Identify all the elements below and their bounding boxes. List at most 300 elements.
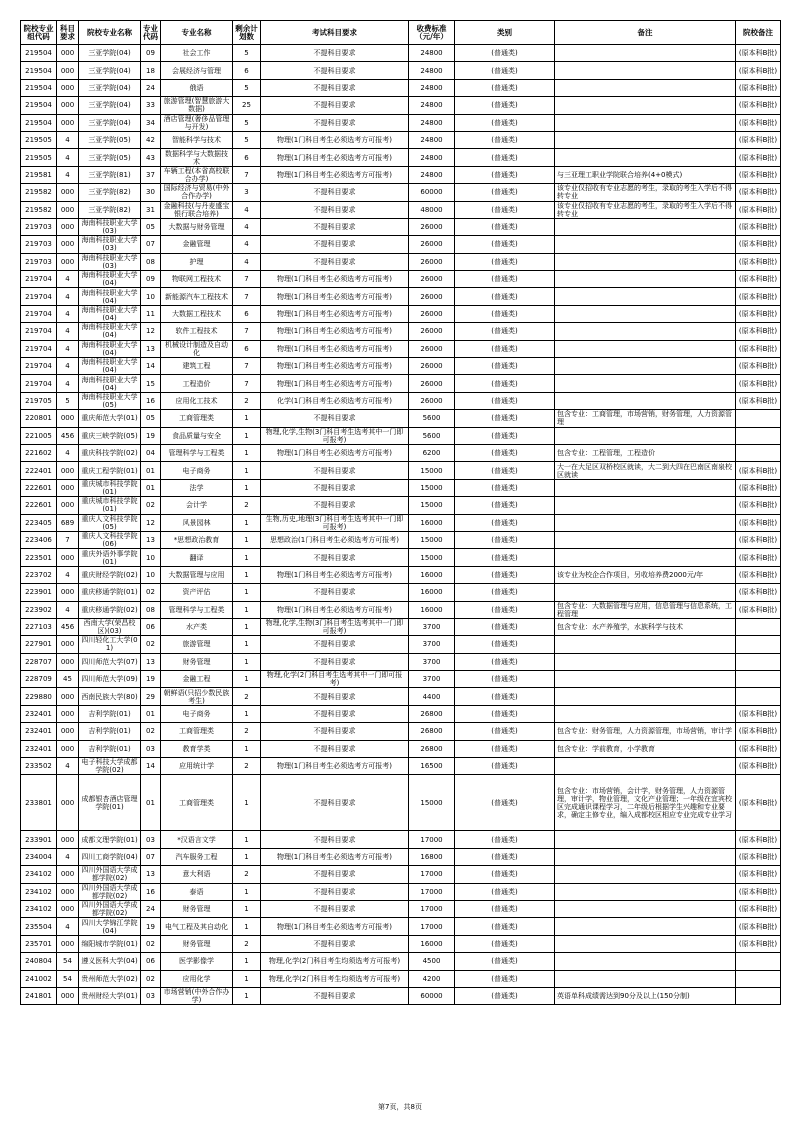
cell-note xyxy=(555,236,736,253)
cell-major: 财务管理 xyxy=(161,935,233,952)
cell-mcode: 05 xyxy=(141,218,161,235)
cell-cat: (普通类) xyxy=(455,462,555,479)
cell-school: 三亚学院(81) xyxy=(79,166,141,183)
cell-note xyxy=(555,427,736,444)
cell-school: 四川师范大学(07) xyxy=(79,653,141,670)
cell-req: 000 xyxy=(57,253,79,270)
cell-school: 重庆城市科技学院(01) xyxy=(79,497,141,514)
cell-group: 223902 xyxy=(21,601,57,618)
cell-snote xyxy=(736,987,781,1004)
column-header: 考试科目要求 xyxy=(261,21,409,45)
cell-fee: 15000 xyxy=(409,462,455,479)
cell-mcode: 02 xyxy=(141,723,161,740)
table-row xyxy=(21,566,781,583)
table-row xyxy=(21,618,781,635)
cell-school: 成都文理学院(01) xyxy=(79,831,141,848)
cell-group: 222601 xyxy=(21,497,57,514)
cell-subject: 物理(1门科目考生必须选考方可报考) xyxy=(261,323,409,340)
cell-note xyxy=(555,45,736,62)
cell-subject: 不提科目要求 xyxy=(261,479,409,496)
cell-cat: (普通类) xyxy=(455,166,555,183)
cell-note xyxy=(555,636,736,653)
cell-snote xyxy=(736,970,781,987)
cell-subject: 不提科目要求 xyxy=(261,775,409,831)
table-row xyxy=(21,166,781,183)
cell-mcode: 10 xyxy=(141,549,161,566)
cell-group: 233801 xyxy=(21,775,57,831)
table-row xyxy=(21,323,781,340)
cell-fee: 17000 xyxy=(409,831,455,848)
cell-major: 旅游管理 xyxy=(161,636,233,653)
cell-req: 4 xyxy=(57,375,79,392)
cell-snote: (原本科B批) xyxy=(736,166,781,183)
cell-cat: (普通类) xyxy=(455,705,555,722)
cell-group: 221602 xyxy=(21,444,57,461)
cell-major: 社会工作 xyxy=(161,45,233,62)
cell-snote xyxy=(736,427,781,444)
cell-cat: (普通类) xyxy=(455,427,555,444)
cell-group: 219582 xyxy=(21,201,57,218)
cell-note xyxy=(555,758,736,775)
cell-cat: (普通类) xyxy=(455,866,555,883)
cell-fee: 17000 xyxy=(409,918,455,935)
cell-req: 000 xyxy=(57,723,79,740)
cell-group: 227901 xyxy=(21,636,57,653)
cell-plan: 7 xyxy=(233,288,261,305)
cell-cat: (普通类) xyxy=(455,584,555,601)
cell-snote: (原本科B批) xyxy=(736,288,781,305)
cell-fee: 26800 xyxy=(409,705,455,722)
cell-cat: (普通类) xyxy=(455,775,555,831)
cell-plan: 4 xyxy=(233,218,261,235)
cell-plan: 7 xyxy=(233,323,261,340)
cell-snote: (原本科B批) xyxy=(736,62,781,79)
cell-note xyxy=(555,970,736,987)
cell-req: 000 xyxy=(57,45,79,62)
cell-group: 219703 xyxy=(21,253,57,270)
cell-mcode: 10 xyxy=(141,288,161,305)
cell-school: 海南科技职业大学(04) xyxy=(79,358,141,375)
cell-school: 重庆人文科技学院(06) xyxy=(79,531,141,548)
cell-mcode: 30 xyxy=(141,184,161,201)
cell-mcode: 01 xyxy=(141,462,161,479)
cell-fee: 16000 xyxy=(409,566,455,583)
cell-cat: (普通类) xyxy=(455,970,555,987)
cell-plan: 1 xyxy=(233,953,261,970)
cell-mcode: 01 xyxy=(141,775,161,831)
cell-school: 贵州师范大学(02) xyxy=(79,970,141,987)
cell-subject: 不提科目要求 xyxy=(261,114,409,131)
cell-plan: 6 xyxy=(233,340,261,357)
cell-snote: (原本科B批) xyxy=(736,549,781,566)
table-row xyxy=(21,253,781,270)
cell-plan: 1 xyxy=(233,618,261,635)
cell-major: 财务管理 xyxy=(161,653,233,670)
cell-fee: 16000 xyxy=(409,935,455,952)
table-row xyxy=(21,305,781,322)
cell-major: 工商管理类 xyxy=(161,410,233,427)
cell-note xyxy=(555,953,736,970)
cell-snote: (原本科B批) xyxy=(736,723,781,740)
cell-group: 222601 xyxy=(21,479,57,496)
cell-fee: 26000 xyxy=(409,236,455,253)
table-row xyxy=(21,45,781,62)
cell-snote: (原本科B批) xyxy=(736,740,781,757)
cell-major: 机械设计制造及自动化 xyxy=(161,340,233,357)
cell-fee: 26000 xyxy=(409,253,455,270)
cell-fee: 26000 xyxy=(409,340,455,357)
cell-major: 金融工程 xyxy=(161,671,233,688)
cell-plan: 1 xyxy=(233,775,261,831)
cell-fee: 16000 xyxy=(409,601,455,618)
cell-plan: 5 xyxy=(233,79,261,96)
cell-school: 遵义医科大学(04) xyxy=(79,953,141,970)
cell-plan: 1 xyxy=(233,410,261,427)
cell-snote: (原本科B批) xyxy=(736,531,781,548)
cell-fee: 24800 xyxy=(409,97,455,114)
cell-mcode: 19 xyxy=(141,918,161,935)
cell-major: 新能源汽车工程技术 xyxy=(161,288,233,305)
cell-note xyxy=(555,288,736,305)
table-row xyxy=(21,549,781,566)
cell-group: 235701 xyxy=(21,935,57,952)
table-row xyxy=(21,953,781,970)
cell-note xyxy=(555,866,736,883)
cell-school: 四川大学锦江学院(04) xyxy=(79,918,141,935)
cell-plan: 1 xyxy=(233,479,261,496)
cell-mcode: 42 xyxy=(141,131,161,148)
cell-req: 000 xyxy=(57,866,79,883)
cell-group: 240804 xyxy=(21,953,57,970)
cell-snote: (原本科B批) xyxy=(736,218,781,235)
cell-req: 4 xyxy=(57,323,79,340)
cell-mcode: 01 xyxy=(141,479,161,496)
cell-cat: (普通类) xyxy=(455,79,555,96)
cell-major: 教育学类 xyxy=(161,740,233,757)
cell-fee: 60000 xyxy=(409,987,455,1004)
table-row xyxy=(21,987,781,1004)
cell-plan: 1 xyxy=(233,444,261,461)
table-row xyxy=(21,479,781,496)
cell-plan: 1 xyxy=(233,566,261,583)
cell-school: 重庆师范大学(01) xyxy=(79,410,141,427)
cell-plan: 5 xyxy=(233,114,261,131)
cell-mcode: 16 xyxy=(141,392,161,409)
cell-plan: 1 xyxy=(233,848,261,865)
cell-plan: 7 xyxy=(233,358,261,375)
cell-major: 工商管理类 xyxy=(161,775,233,831)
cell-req: 689 xyxy=(57,514,79,531)
cell-plan: 1 xyxy=(233,636,261,653)
cell-school: 海南科技职业大学(04) xyxy=(79,375,141,392)
cell-snote: (原本科B批) xyxy=(736,236,781,253)
cell-major: 管理科学与工程类 xyxy=(161,444,233,461)
cell-subject: 物理(1门科目考生必须选考方可报考) xyxy=(261,271,409,288)
cell-group: 219704 xyxy=(21,340,57,357)
cell-cat: (普通类) xyxy=(455,288,555,305)
cell-cat: (普通类) xyxy=(455,149,555,166)
cell-fee: 5600 xyxy=(409,427,455,444)
cell-fee: 4400 xyxy=(409,688,455,705)
cell-mcode: 12 xyxy=(141,323,161,340)
table-row xyxy=(21,184,781,201)
table-row xyxy=(21,671,781,688)
cell-major: 大数据工程技术 xyxy=(161,305,233,322)
cell-subject: 化学(1门科目考生必须选考方可报考) xyxy=(261,392,409,409)
cell-group: 219504 xyxy=(21,97,57,114)
cell-subject: 不提科目要求 xyxy=(261,987,409,1004)
table-row xyxy=(21,918,781,935)
cell-mcode: 13 xyxy=(141,340,161,357)
cell-fee: 15000 xyxy=(409,497,455,514)
table-row xyxy=(21,392,781,409)
cell-cat: (普通类) xyxy=(455,479,555,496)
column-header: 院校专业组代码 xyxy=(21,21,57,45)
cell-major: 资产评估 xyxy=(161,584,233,601)
cell-school: 绵阳城市学院(01) xyxy=(79,935,141,952)
cell-major: 应用化学 xyxy=(161,970,233,987)
cell-snote: (原本科B批) xyxy=(736,601,781,618)
cell-snote: (原本科B批) xyxy=(736,184,781,201)
cell-plan: 2 xyxy=(233,758,261,775)
cell-snote: (原本科B批) xyxy=(736,479,781,496)
cell-note: 该专业仅招收有专业志愿的考生，录取的考生入学后不得转专业 xyxy=(555,184,736,201)
cell-req: 000 xyxy=(57,987,79,1004)
cell-snote: (原本科B批) xyxy=(736,45,781,62)
cell-major: 大数据与财务管理 xyxy=(161,218,233,235)
cell-plan: 4 xyxy=(233,236,261,253)
cell-fee: 16000 xyxy=(409,584,455,601)
cell-snote: (原本科B批) xyxy=(736,883,781,900)
cell-req: 000 xyxy=(57,831,79,848)
cell-snote xyxy=(736,636,781,653)
cell-subject: 不提科目要求 xyxy=(261,184,409,201)
cell-note: 英语单科成绩需达到90分及以上(150分制) xyxy=(555,987,736,1004)
cell-snote: (原本科B批) xyxy=(736,131,781,148)
cell-plan: 2 xyxy=(233,688,261,705)
cell-group: 219705 xyxy=(21,392,57,409)
cell-subject: 物理,化学(2门科目考生均须选考方可报考) xyxy=(261,970,409,987)
cell-subject: 不提科目要求 xyxy=(261,584,409,601)
cell-school: 重庆外语外事学院(01) xyxy=(79,549,141,566)
cell-mcode: 08 xyxy=(141,601,161,618)
cell-plan: 1 xyxy=(233,740,261,757)
cell-mcode: 01 xyxy=(141,705,161,722)
cell-cat: (普通类) xyxy=(455,636,555,653)
cell-req: 000 xyxy=(57,883,79,900)
cell-snote: (原本科B批) xyxy=(736,323,781,340)
cell-note xyxy=(555,79,736,96)
cell-mcode: 33 xyxy=(141,97,161,114)
cell-major: 电子商务 xyxy=(161,462,233,479)
cell-snote: (原本科B批) xyxy=(736,831,781,848)
cell-plan: 2 xyxy=(233,723,261,740)
cell-snote xyxy=(736,653,781,670)
table-row xyxy=(21,601,781,618)
cell-group: 219703 xyxy=(21,236,57,253)
cell-school: 海南科技职业大学(04) xyxy=(79,323,141,340)
cell-major: 翻译 xyxy=(161,549,233,566)
cell-note xyxy=(555,340,736,357)
cell-school: 海南科技职业大学(04) xyxy=(79,340,141,357)
cell-subject: 物理(1门科目考生必须选考方可报考) xyxy=(261,375,409,392)
cell-note: 大一在大足区双桥校区就读，大二到大四在巴南区南泉校区就读 xyxy=(555,462,736,479)
cell-plan: 1 xyxy=(233,514,261,531)
cell-cat: (普通类) xyxy=(455,918,555,935)
cell-major: 财务管理 xyxy=(161,900,233,917)
cell-plan: 5 xyxy=(233,131,261,148)
cell-plan: 1 xyxy=(233,601,261,618)
cell-mcode: 37 xyxy=(141,166,161,183)
cell-school: 海南科技职业大学(03) xyxy=(79,253,141,270)
cell-req: 000 xyxy=(57,479,79,496)
cell-note xyxy=(555,305,736,322)
cell-group: 241801 xyxy=(21,987,57,1004)
cell-cat: (普通类) xyxy=(455,45,555,62)
cell-cat: (普通类) xyxy=(455,392,555,409)
cell-req: 4 xyxy=(57,166,79,183)
table-row xyxy=(21,935,781,952)
cell-mcode: 13 xyxy=(141,531,161,548)
cell-note: 包含专业：水产养殖学，水族科学与技术 xyxy=(555,618,736,635)
cell-group: 228709 xyxy=(21,671,57,688)
column-header: 剩余计划数 xyxy=(233,21,261,45)
cell-plan: 2 xyxy=(233,392,261,409)
table-row xyxy=(21,79,781,96)
cell-req: 000 xyxy=(57,236,79,253)
cell-group: 233901 xyxy=(21,831,57,848)
cell-school: 海南科技职业大学(04) xyxy=(79,271,141,288)
cell-subject: 不提科目要求 xyxy=(261,253,409,270)
cell-group: 228707 xyxy=(21,653,57,670)
cell-snote xyxy=(736,618,781,635)
cell-plan: 1 xyxy=(233,653,261,670)
cell-note: 该专业仅招收有专业志愿的考生，录取的考生入学后不得转专业 xyxy=(555,201,736,218)
cell-plan: 1 xyxy=(233,427,261,444)
cell-subject: 物理(1门科目考生必须选考方可报考) xyxy=(261,918,409,935)
cell-plan: 1 xyxy=(233,883,261,900)
cell-cat: (普通类) xyxy=(455,953,555,970)
cell-major: 管理科学与工程类 xyxy=(161,601,233,618)
cell-school: 四川师范大学(09) xyxy=(79,671,141,688)
table-row xyxy=(21,653,781,670)
cell-subject: 物理,化学(2门科目考生均须选考方可报考) xyxy=(261,953,409,970)
cell-subject: 不提科目要求 xyxy=(261,636,409,653)
cell-cat: (普通类) xyxy=(455,723,555,740)
cell-mcode: 31 xyxy=(141,201,161,218)
cell-subject: 不提科目要求 xyxy=(261,79,409,96)
cell-subject: 不提科目要求 xyxy=(261,831,409,848)
cell-major: 大数据管理与应用 xyxy=(161,566,233,583)
cell-mcode: 34 xyxy=(141,114,161,131)
cell-cat: (普通类) xyxy=(455,883,555,900)
cell-fee: 24800 xyxy=(409,79,455,96)
cell-fee: 24800 xyxy=(409,62,455,79)
cell-note xyxy=(555,705,736,722)
cell-group: 219704 xyxy=(21,288,57,305)
cell-fee: 17000 xyxy=(409,900,455,917)
cell-req: 4 xyxy=(57,758,79,775)
cell-note xyxy=(555,549,736,566)
cell-group: 219704 xyxy=(21,323,57,340)
cell-mcode: 09 xyxy=(141,271,161,288)
table-row xyxy=(21,288,781,305)
cell-group: 234102 xyxy=(21,866,57,883)
cell-mcode: 07 xyxy=(141,848,161,865)
cell-major: 物联网工程技术 xyxy=(161,271,233,288)
table-row xyxy=(21,236,781,253)
cell-snote: (原本科B批) xyxy=(736,705,781,722)
cell-cat: (普通类) xyxy=(455,410,555,427)
cell-req: 000 xyxy=(57,114,79,131)
cell-major: 国际经济与贸易(中外合作办学) xyxy=(161,184,233,201)
cell-note xyxy=(555,114,736,131)
cell-req: 456 xyxy=(57,618,79,635)
cell-plan: 25 xyxy=(233,97,261,114)
cell-req: 4 xyxy=(57,340,79,357)
cell-req: 000 xyxy=(57,935,79,952)
cell-note xyxy=(555,323,736,340)
cell-major: 应用化工技术 xyxy=(161,392,233,409)
cell-major: 工程造价 xyxy=(161,375,233,392)
cell-cat: (普通类) xyxy=(455,184,555,201)
cell-major: 软件工程技术 xyxy=(161,323,233,340)
cell-snote xyxy=(736,688,781,705)
cell-subject: 不提科目要求 xyxy=(261,549,409,566)
cell-note xyxy=(555,900,736,917)
table-row xyxy=(21,201,781,218)
header-row xyxy=(21,21,781,45)
table-row xyxy=(21,62,781,79)
cell-group: 219581 xyxy=(21,166,57,183)
table-row xyxy=(21,462,781,479)
cell-subject: 物理(1门科目考生必须选考方可报考) xyxy=(261,758,409,775)
cell-mcode: 24 xyxy=(141,900,161,917)
cell-fee: 3700 xyxy=(409,618,455,635)
cell-major: 金融科技(与丹麦盛宝银行联合培养) xyxy=(161,201,233,218)
cell-note xyxy=(555,271,736,288)
cell-major: 电气工程及其自动化 xyxy=(161,918,233,935)
table-row xyxy=(21,705,781,722)
table-row xyxy=(21,410,781,427)
cell-cat: (普通类) xyxy=(455,740,555,757)
column-header: 收费标准（元/年） xyxy=(409,21,455,45)
cell-req: 4 xyxy=(57,601,79,618)
cell-subject: 物理(1门科目考生必须选考方可报考) xyxy=(261,288,409,305)
cell-cat: (普通类) xyxy=(455,323,555,340)
cell-group: 223702 xyxy=(21,566,57,583)
cell-subject: 不提科目要求 xyxy=(261,653,409,670)
cell-group: 219504 xyxy=(21,79,57,96)
cell-major: 食品质量与安全 xyxy=(161,427,233,444)
cell-group: 219582 xyxy=(21,184,57,201)
table-row xyxy=(21,758,781,775)
cell-req: 000 xyxy=(57,775,79,831)
column-header: 专业名称 xyxy=(161,21,233,45)
column-header: 类别 xyxy=(455,21,555,45)
cell-plan: 7 xyxy=(233,375,261,392)
cell-plan: 7 xyxy=(233,166,261,183)
cell-fee: 16800 xyxy=(409,848,455,865)
cell-mcode: 02 xyxy=(141,970,161,987)
cell-major: 应用统计学 xyxy=(161,758,233,775)
cell-group: 227103 xyxy=(21,618,57,635)
table-row xyxy=(21,688,781,705)
cell-cat: (普通类) xyxy=(455,375,555,392)
cell-cat: (普通类) xyxy=(455,131,555,148)
cell-plan: 1 xyxy=(233,705,261,722)
cell-school: 西南大学(荣昌校区)(03) xyxy=(79,618,141,635)
